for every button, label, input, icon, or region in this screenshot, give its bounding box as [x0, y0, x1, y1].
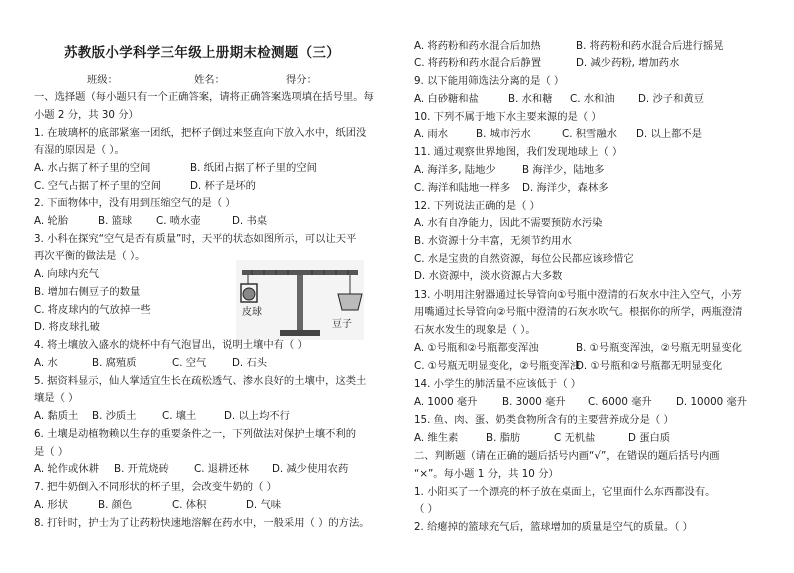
q10-option-c: C. 积雪融水 [562, 128, 617, 140]
j1-answer-blank: （ ） [414, 503, 438, 515]
q2-option-c: C. 喷水壶 [156, 215, 201, 227]
q14-option-d: D. 10000 毫升 [676, 396, 748, 408]
q2-option-d: D. 书桌 [232, 215, 268, 227]
figure-label-beans: 豆子 [332, 319, 352, 330]
q8-stem: 8. 打针时，护士为了让药粉快速地溶解在药水中，一般采用（ ）的方法。 [34, 517, 370, 529]
q3-stem-cont: 再次平衡的做法是（ ）。 [34, 250, 146, 262]
section2-heading: 二、判断题（请在正确的题后括号内画“√”，在错误的题后括号内画 [414, 450, 720, 462]
q8-option-b: B. 将药粉和药水混合后进行摇晃 [576, 40, 724, 52]
q5-option-a: A. 黏质土 [34, 410, 79, 422]
q14-option-a: A. 1000 毫升 [414, 396, 478, 408]
balance-base [280, 330, 320, 336]
q4-option-b: B. 腐殖质 [92, 357, 137, 369]
q3-stem: 3. 小科在探究“空气是否有质量”时，天平的状态如图所示，可以让天平 [34, 233, 357, 245]
q14-option-b: B. 3000 毫升 [502, 396, 566, 408]
q7-option-a: A. 形状 [34, 499, 69, 511]
q13-option-d: D. ①号瓶和②号瓶都无明显变化 [576, 360, 723, 372]
q11-stem: 11. 通过观察世界地图，我们发现地球上（ ） [414, 146, 623, 158]
j2-stem: 2. 给瘪掉的篮球充气后，篮球增加的质量是空气的质量。（ ） [414, 521, 693, 533]
q9-option-d: D. 沙子和黄豆 [638, 93, 704, 105]
q11-option-d: D. 海洋少，森林多 [522, 182, 609, 194]
section2-heading-cont: “×”。每小题 1 分，共 10 分） [414, 468, 559, 480]
q12-option-c: C. 水是宝贵的自然资源，每位公民都应该珍惜它 [414, 253, 634, 265]
bean-cup-icon [338, 294, 362, 310]
name-label: 姓名： [194, 74, 225, 86]
q3-option-d: D. 将皮球扎破 [34, 321, 100, 333]
section1-heading: 一、选择题（每小题只有一个正确答案，请将正确答案选项填在括号里。每 [34, 91, 374, 103]
q13-option-b: B. ①号瓶变浑浊，②号瓶无明显变化 [576, 342, 742, 354]
q6-option-c: C. 退耕还林 [194, 463, 249, 475]
q2-option-b: B. 篮球 [98, 215, 133, 227]
q1-stem: 1. 在玻璃杯的底部紧塞一团纸，把杯子倒过来竖直向下放入水中，纸团没 [34, 127, 367, 139]
q8-option-a: A. 将药粉和药水混合后加热 [414, 40, 541, 52]
q11-option-a: A. 海洋多, 陆地少 [414, 164, 496, 176]
balance-stand [297, 275, 303, 331]
q7-option-b: B. 颜色 [98, 499, 133, 511]
q14-option-c: C. 6000 毫升 [588, 396, 652, 408]
q2-option-a: A. 轮胎 [34, 215, 69, 227]
q6-option-b: B. 开荒烧砖 [114, 463, 169, 475]
q1-option-c: C. 空气占据了杯子里的空间 [34, 180, 162, 192]
class-label: 班级： [87, 74, 118, 86]
q4-option-c: C. 空气 [172, 357, 207, 369]
q6-option-d: D. 减少使用农药 [272, 463, 349, 475]
q7-stem: 7. 把牛奶倒入不同形状的杯子里，会改变牛奶的（ ） [34, 481, 277, 493]
page-title: 苏教版小学科学三年级上册期末检测题（三） [64, 45, 340, 61]
q7-option-d: D. 气味 [246, 499, 282, 511]
q3-option-b: B. 增加右侧豆子的数量 [34, 286, 141, 298]
q8-option-c: C. 将药粉和药水混合后静置 [414, 57, 542, 69]
balance-beam [242, 270, 358, 275]
q2-stem: 2. 下面物体中，没有用到压缩空气的是（ ） [34, 197, 236, 209]
q13-stem: 13. 小明用注射器通过长导管向①号瓶中澄清的石灰水中注入空气，小芳 [414, 289, 742, 301]
q9-stem: 9. 以下能用筛选法分离的是（ ） [414, 75, 565, 87]
q15-option-c: C 无机盐 [554, 432, 596, 444]
q10-stem: 10. 下列不属于地下水主要来源的是（ ） [414, 111, 602, 123]
q10-option-d: D. 以上都不是 [636, 128, 702, 140]
q12-stem: 12. 下列说法正确的是（ ） [414, 200, 540, 212]
q15-option-a: A. 维生素 [414, 432, 459, 444]
score-label: 得分： [286, 74, 317, 86]
q6-stem-cont: 是（ ） [34, 446, 69, 458]
q5-stem: 5. 据资料显示，仙人掌适宜生长在疏松透气、渗水良好的土壤中，这类土 [34, 375, 367, 387]
q4-option-d: D. 石头 [232, 357, 268, 369]
q13-stem-cont: 用嘴通过长导管向②号瓶中澄清的石灰水吹气。根据你的所学，两瓶澄清 [414, 306, 743, 318]
q10-option-a: A. 雨水 [414, 128, 449, 140]
q1-option-d: D. 杯子是坏的 [190, 180, 256, 192]
q15-stem: 15. 鱼、肉、蛋、奶类食物所含有的主要营养成分是（ ） [414, 414, 674, 426]
q13-option-a: A. ①号瓶和②号瓶都变浑浊 [414, 342, 539, 354]
q11-option-c: C. 海洋和陆地一样多 [414, 182, 511, 194]
q4-stem: 4. 将土壤放入盛水的烧杯中有气泡冒出，说明土壤中有（ ） [34, 339, 308, 351]
q5-option-c: C. 壤土 [162, 410, 197, 422]
q5-option-b: B. 沙质土 [92, 410, 137, 422]
q8-option-d: D. 减少药粉, 增加药水 [576, 57, 680, 69]
q1-option-b: B. 纸团占据了杯子里的空间 [190, 162, 317, 174]
figure-label-ball: 皮球 [242, 307, 262, 318]
q6-stem: 6. 土壤是动植物赖以生存的重要条件之一，下列做法对保护土壤不利的 [34, 428, 357, 440]
section1-heading-cont: 小题 2 分，共 30 分） [34, 109, 139, 121]
q9-option-a: A. 白砂糖和盐 [414, 93, 479, 105]
q7-option-c: C. 体积 [172, 499, 207, 511]
q5-option-d: D. 以上均不行 [224, 410, 290, 422]
q9-option-b: B. 水和糖 [508, 93, 553, 105]
q12-option-b: B. 水资源十分丰富，无须节约用水 [414, 235, 572, 247]
q3-option-a: A. 向球内充气 [34, 268, 99, 280]
q6-option-a: A. 轮作或休耕 [34, 463, 99, 475]
ball-icon [243, 288, 255, 300]
q15-option-b: B. 脂肪 [486, 432, 521, 444]
q13-option-c: C. ①号瓶无明显变化，②号瓶变浑浊 [414, 360, 581, 372]
q9-option-c: C. 水和油 [570, 93, 615, 105]
q10-option-b: B. 城市污水 [476, 128, 531, 140]
q12-option-d: D. 水资源中，淡水资源占大多数 [414, 270, 563, 282]
j1-stem: 1. 小阳买了一个漂亮的杯子放在桌面上，它里面什么东西都没有。 [414, 486, 716, 498]
q12-option-a: A. 水有自净能力，因此不需要预防水污染 [414, 217, 603, 229]
q13-stem-cont2: 石灰水发生的现象是（ ）。 [414, 324, 536, 336]
balance-figure [236, 260, 364, 340]
q14-stem: 14. 小学生的肺活量不应该低于（ ） [414, 378, 582, 390]
q4-option-a: A. 水 [34, 357, 58, 369]
q3-option-c: C. 将皮球内的气放掉一些 [34, 304, 151, 316]
q1-option-a: A. 水占据了杯子里的空间 [34, 162, 151, 174]
q1-stem-cont: 有湿的原因是（ ）。 [34, 144, 125, 156]
q15-option-d: D 蛋白质 [628, 432, 671, 444]
q5-stem-cont: 壤是（ ） [34, 392, 79, 404]
q11-option-b: B 海洋少，陆地多 [522, 164, 605, 176]
